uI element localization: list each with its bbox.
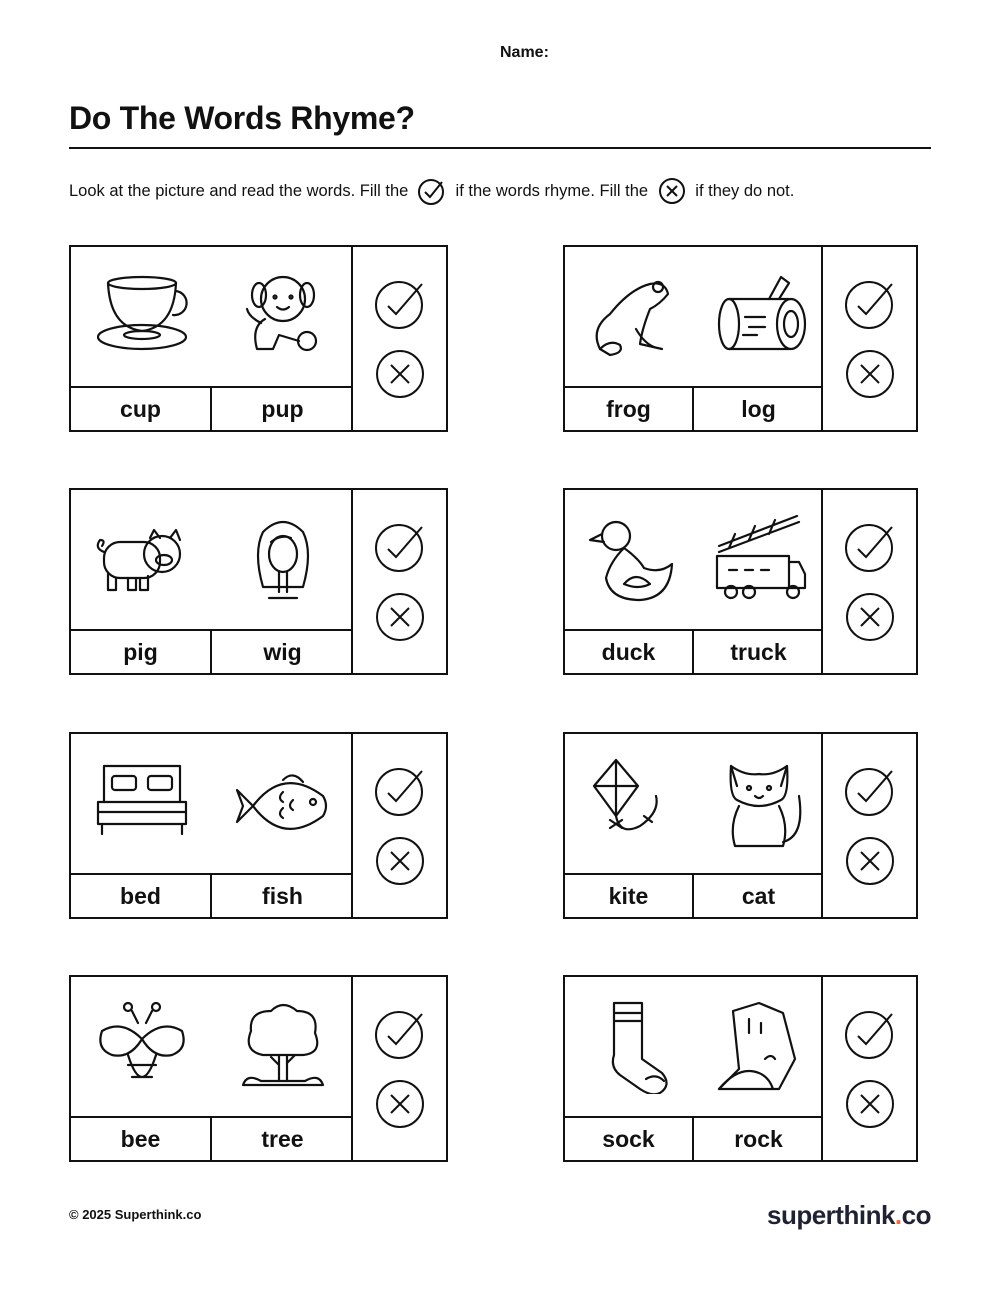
log-icon — [709, 269, 809, 364]
x-circle-icon[interactable] — [844, 348, 896, 400]
truck-icon — [709, 512, 809, 607]
check-circle-icon[interactable] — [374, 765, 426, 817]
cup-icon — [92, 269, 192, 364]
check-circle-icon — [417, 176, 447, 206]
word-label: cat — [741, 882, 776, 909]
word-row — [565, 388, 823, 430]
x-circle-icon[interactable] — [844, 591, 896, 643]
instructions — [69, 176, 794, 206]
picture-area — [71, 247, 353, 388]
picture-area — [565, 734, 823, 875]
answer-column — [821, 977, 916, 1160]
word-label: frog — [565, 388, 694, 430]
rhyme-card-kite-cat — [563, 732, 918, 919]
instruction-text: if they do not. — [690, 181, 795, 200]
word-label: tree — [261, 1125, 304, 1152]
x-circle-icon[interactable] — [844, 835, 896, 887]
check-circle-icon[interactable] — [844, 521, 896, 573]
word-row — [71, 1118, 353, 1160]
pig-icon — [92, 512, 192, 607]
instruction-text: if the words rhyme. Fill the — [450, 181, 653, 200]
rhyme-card-duck-truck — [563, 488, 918, 675]
word-label: bee — [71, 1118, 212, 1160]
frog-icon — [580, 269, 680, 364]
word-row — [565, 1118, 823, 1160]
cat-icon — [709, 756, 809, 851]
rhyme-card-sock-rock — [563, 975, 918, 1162]
check-circle-icon[interactable] — [374, 1008, 426, 1060]
word-row — [71, 875, 353, 917]
check-circle-icon[interactable] — [844, 1008, 896, 1060]
check-circle-icon[interactable] — [374, 521, 426, 573]
fish-icon — [233, 756, 333, 851]
kite-icon — [580, 756, 680, 851]
title-divider — [69, 147, 931, 149]
rhyme-card-frog-log — [563, 245, 918, 432]
rhyme-card-bee-tree — [69, 975, 448, 1162]
x-circle-icon[interactable] — [374, 591, 426, 643]
x-circle-icon[interactable] — [374, 835, 426, 887]
word-row — [565, 875, 823, 917]
check-circle-icon[interactable] — [844, 765, 896, 817]
page-title: Do The Words Rhyme? — [69, 100, 415, 136]
sock-icon — [580, 999, 680, 1094]
answer-column — [821, 247, 916, 430]
rhyme-card-bed-fish — [69, 732, 448, 919]
word-label: duck — [565, 631, 694, 673]
word-label: truck — [730, 638, 787, 665]
duck-icon — [580, 512, 680, 607]
answer-column — [351, 734, 446, 917]
bee-icon — [92, 999, 192, 1094]
word-label: log — [741, 395, 776, 422]
word-row — [71, 388, 353, 430]
picture-area — [71, 490, 353, 631]
word-row — [565, 631, 823, 673]
rock-icon — [709, 999, 809, 1094]
check-circle-icon[interactable] — [374, 278, 426, 330]
wig-icon — [233, 512, 333, 607]
word-label: pig — [71, 631, 212, 673]
x-circle-icon[interactable] — [844, 1078, 896, 1130]
rhyme-card-pig-wig — [69, 488, 448, 675]
rhyme-card-cup-pup — [69, 245, 448, 432]
answer-column — [351, 977, 446, 1160]
word-label: pup — [261, 395, 304, 422]
x-circle-icon[interactable] — [374, 348, 426, 400]
tree-icon — [233, 999, 333, 1094]
answer-column — [351, 247, 446, 430]
brand-logo: superthink.co — [767, 1200, 931, 1230]
name-label: Name: — [500, 44, 549, 61]
instruction-text: Look at the picture and read the words. Fill the — [69, 181, 413, 200]
picture-area — [71, 734, 353, 875]
word-label: fish — [262, 882, 303, 909]
x-circle-icon — [657, 176, 687, 206]
picture-area — [565, 977, 823, 1118]
bed-icon — [92, 756, 192, 851]
word-label: bed — [71, 875, 212, 917]
word-label: cup — [71, 388, 212, 430]
puppy-icon — [233, 269, 333, 364]
answer-column — [821, 734, 916, 917]
x-circle-icon[interactable] — [374, 1078, 426, 1130]
answer-column — [351, 490, 446, 673]
picture-area — [565, 247, 823, 388]
word-row — [71, 631, 353, 673]
picture-area — [565, 490, 823, 631]
picture-area — [71, 977, 353, 1118]
word-label: rock — [734, 1125, 783, 1152]
word-label: sock — [565, 1118, 694, 1160]
word-label: wig — [263, 638, 302, 665]
word-label: kite — [565, 875, 694, 917]
check-circle-icon[interactable] — [844, 278, 896, 330]
copyright: © 2025 Superthink.co — [69, 1207, 202, 1222]
answer-column — [821, 490, 916, 673]
